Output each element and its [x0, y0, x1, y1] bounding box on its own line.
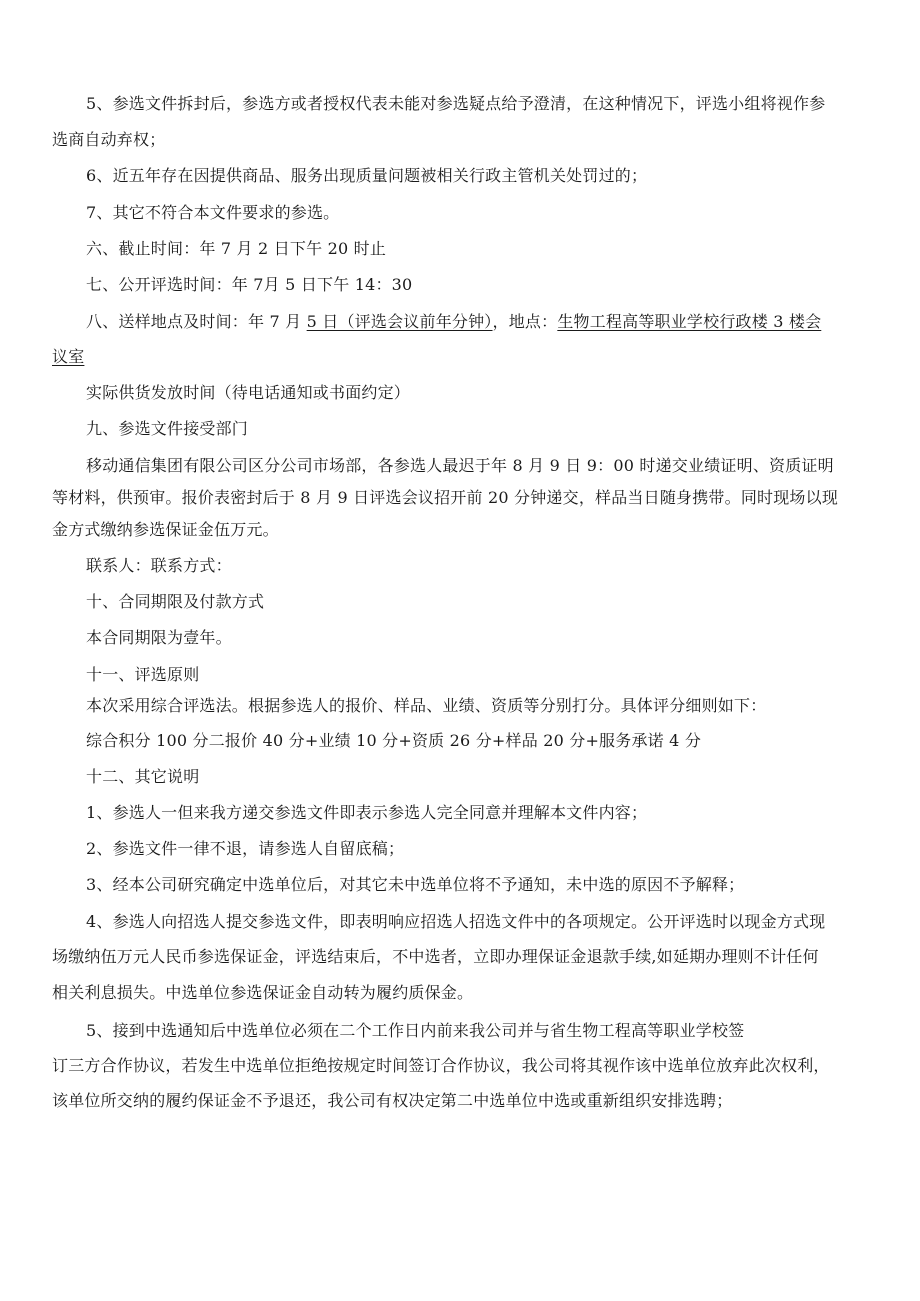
contact-info: 联系人：联系方式：: [86, 556, 232, 575]
section-8-sample-delivery: [86, 312, 821, 332]
section-8-prefix: 八、送样地点及时间：年 7 月: [86, 312, 307, 331]
section-12-item-4-line-3: 相关利息损失。中选单位参选保证金自动转为履约质保金。: [52, 983, 474, 1002]
section-12-heading: 十二、其它说明: [86, 767, 200, 786]
delivery-time-note: 实际供货发放时间（待电话通知或书面约定）: [86, 383, 411, 402]
section-9-body-line-3: 金方式缴纳参选保证金伍万元。: [52, 520, 279, 539]
section-9-body-line-2: 等材料，供预审。报价表密封后于 8 月 9 日评选会议招开前 20 分钟递交，样品当日随身携带。同时现场以现: [52, 488, 839, 507]
section-8-time-underlined: 5 日（评选会议前年分钟）: [306, 312, 493, 331]
section-8-location-label: ，地点：: [492, 312, 558, 331]
section-12-item-2: 2、参选文件一律不退，请参选人自留底稿；: [86, 839, 405, 858]
section-10-heading: 十、合同期限及付款方式: [86, 592, 265, 611]
section-10-body: 本合同期限为壹年。: [86, 628, 232, 647]
section-12-item-5-line-2: 订三方合作协议，若发生中选单位拒绝按规定时间签订合作协议，我公司将其视作该中选单位放弃此次权利，: [52, 1056, 830, 1075]
section-12-item-5-line-3: 该单位所交纳的履约保证金不予退还，我公司有权决定第二中选单位中选或重新组织安排选聘；: [52, 1091, 733, 1110]
section-12-item-4-line-1: 4、参选人向招选人提交参选文件，即表明响应招选人招选文件中的各项规定。公开评选时以现金方式现: [86, 912, 826, 931]
clause-6: 6、近五年存在因提供商品、服务出现质量问题被相关行政主管机关处罚过的；: [86, 166, 648, 185]
section-11-scoring: 综合积分 100 分二报价 40 分+业绩 10 分+资质 26 分+样品 20 分+服务承诺 4 分: [86, 731, 702, 750]
section-12-item-5-line-1: 5、接到中选通知后中选单位必须在二个工作日内前来我公司并与省生物工程高等职业学校签: [86, 1021, 745, 1040]
section-8-line-2: 议室: [52, 347, 85, 366]
clause-7: 7、其它不符合本文件要求的参选。: [86, 203, 340, 222]
section-7-evaluation-time: 七、公开评选时间：年 7月 5 日下午 14：30: [86, 275, 413, 294]
clause-5-line-2: 选商自动弃权；: [52, 130, 166, 149]
section-8-location-underlined: 生物工程高等职业学校行政楼 3 楼会: [557, 312, 822, 331]
section-11-heading: 十一、评选原则: [86, 665, 200, 684]
section-12-item-1: 1、参选人一但来我方递交参选文件即表示参选人完全同意并理解本文件内容；: [86, 803, 648, 822]
section-9-body-line-1: 移动通信集团有限公司区分公司市场部，各参选人最迟于年 8 月 9 日 9：00 时递交业绩证明、资质证明: [86, 456, 834, 475]
section-12-item-4-line-2: 场缴纳伍万元人民币参选保证金，评选结束后，不中选者，立即办理保证金退款手续,如延期办理则不计任何: [52, 947, 819, 966]
section-6-deadline: 六、截止时间：年 7 月 2 日下午 20 时止: [86, 239, 387, 258]
section-11-body-line-1: 本次采用综合评选法。根据参选人的报价、样品、业绩、资质等分别打分。具体评分细则如下：: [86, 696, 767, 715]
section-9-heading: 九、参选文件接受部门: [86, 419, 249, 438]
section-12-item-3: 3、经本公司研究确定中选单位后，对其它未中选单位将不予通知，未中选的原因不予解释；: [86, 875, 745, 894]
clause-5-line-1: 5、参选文件拆封后，参选方或者授权代表未能对参选疑点给予澄清，在这种情况下，评选小组将视作参: [86, 94, 826, 113]
